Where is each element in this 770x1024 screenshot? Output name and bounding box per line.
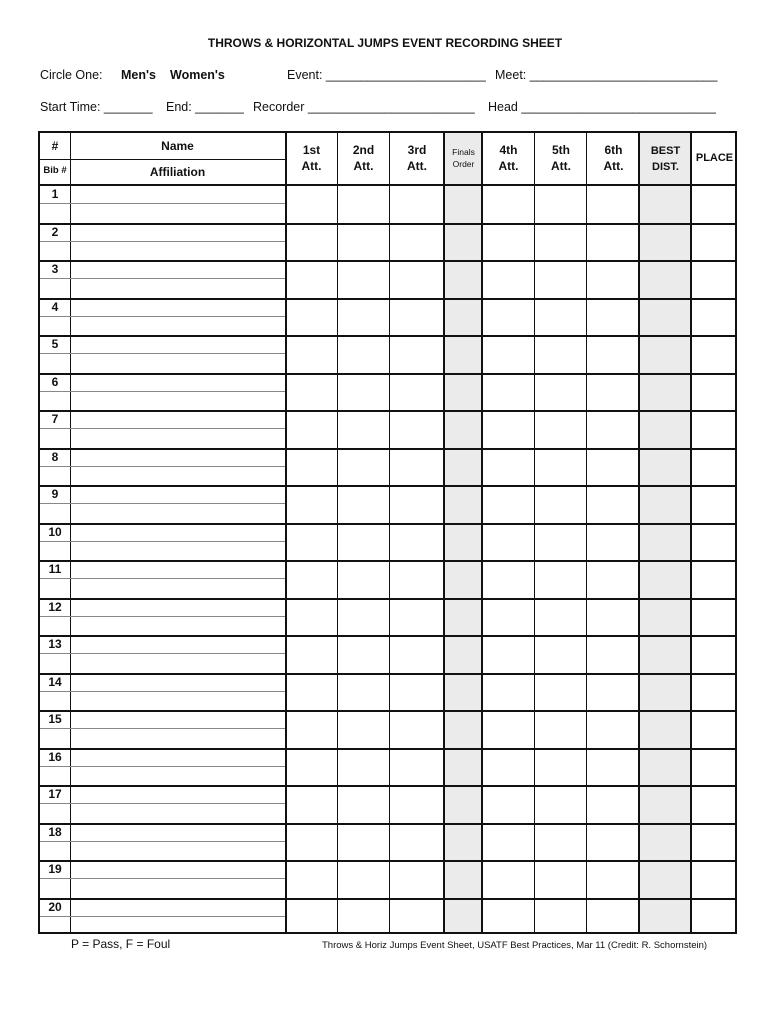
att2-header [338, 142, 389, 174]
row-divider [40, 448, 735, 450]
name-affiliation-divider [70, 278, 285, 279]
name-affiliation-divider [70, 428, 285, 429]
att5-header-line1: 5th [552, 143, 570, 157]
bib-divider [40, 503, 70, 504]
name-affiliation-divider [70, 241, 285, 242]
bib-divider [40, 916, 70, 917]
att3-header-line1: 3rd [407, 143, 427, 157]
head-field[interactable]: Head ____________________________ [488, 100, 717, 114]
bib-divider [40, 803, 70, 804]
recording-table [38, 131, 737, 934]
att4-header-line2: Att. [498, 159, 519, 173]
best-header-line1: BEST [650, 145, 681, 157]
column-divider [443, 133, 445, 932]
row-divider [40, 260, 735, 262]
column-divider [70, 133, 71, 932]
bib-divider [40, 541, 70, 542]
row-number: 19 [48, 862, 62, 876]
row-number: 16 [48, 749, 62, 764]
att6-header-line1: 6th [604, 143, 623, 157]
row-divider [40, 523, 735, 525]
name-affiliation-divider [70, 578, 285, 579]
bib-divider [40, 241, 70, 242]
row-divider [40, 635, 735, 637]
att1-header-line1: 1st [302, 143, 321, 157]
mens-option[interactable]: Men's [121, 68, 156, 82]
finals-header-line2: Order [452, 159, 475, 169]
best-dist-column-shade [640, 133, 691, 932]
name-affiliation-divider [70, 316, 285, 317]
name-affiliation-divider [70, 503, 285, 504]
header-bottom-line [40, 184, 735, 186]
name-affiliation-divider [70, 353, 285, 354]
row-divider [40, 373, 735, 375]
row-divider [40, 560, 735, 562]
name-affiliation-divider [70, 203, 285, 204]
row-number: 10 [48, 524, 62, 539]
bib-divider [40, 616, 70, 617]
bib-divider [40, 466, 70, 467]
row-number: 3 [51, 262, 59, 276]
sheet-title: THROWS & HORIZONTAL JUMPS EVENT RECORDING SHEET [207, 36, 563, 50]
column-divider [586, 133, 587, 932]
row-number: 15 [48, 712, 62, 726]
row-number: 11 [48, 562, 62, 576]
row-number: 2 [51, 224, 59, 239]
best-header-line2: DIST. [652, 161, 679, 173]
best-dist-header [640, 143, 691, 175]
column-divider [389, 133, 390, 932]
column-divider [534, 133, 535, 932]
column-divider [337, 133, 338, 932]
att4-header [483, 142, 534, 174]
row-divider [40, 598, 735, 600]
bib-divider [40, 578, 70, 579]
row-number: 20 [48, 899, 62, 914]
header-number-divider [40, 159, 70, 160]
column-divider [481, 133, 483, 932]
att4-header-line1: 4th [499, 143, 518, 157]
finals-header-line1: Finals [452, 147, 475, 157]
bib-divider [40, 766, 70, 767]
row-divider [40, 748, 735, 750]
row-number: 9 [51, 487, 59, 501]
name-affiliation-divider [70, 916, 285, 917]
att1-header [286, 142, 337, 174]
row-divider [40, 335, 735, 337]
row-divider [40, 485, 735, 487]
event-field[interactable]: Event: _______________________ [287, 68, 486, 82]
row-divider [40, 785, 735, 787]
name-affiliation-divider [70, 878, 285, 879]
bib-divider [40, 278, 70, 279]
header-name-divider [70, 159, 285, 160]
att5-header [535, 142, 587, 174]
name-affiliation-divider [70, 766, 285, 767]
row-number: 7 [51, 412, 59, 426]
column-divider [285, 133, 287, 932]
meet-field[interactable]: Meet: ___________________________ [495, 68, 718, 82]
bib-divider [40, 353, 70, 354]
row-number: 13 [48, 637, 62, 651]
row-divider [40, 673, 735, 675]
bib-divider [40, 691, 70, 692]
row-number: 18 [48, 824, 62, 839]
place-header: PLACE [695, 152, 734, 164]
row-number: 1 [51, 187, 59, 201]
row-divider [40, 710, 735, 712]
name-affiliation-divider [70, 616, 285, 617]
row-divider [40, 298, 735, 300]
legend-text: P = Pass, F = Foul [71, 937, 171, 951]
bib-divider [40, 428, 70, 429]
column-divider [690, 133, 692, 932]
name-affiliation-divider [70, 691, 285, 692]
column-divider [638, 133, 640, 932]
end-time-field[interactable]: End: _______ [166, 100, 244, 114]
credit-text: Throws & Horiz Jumps Event Sheet, USATF Best Practices, Mar 11 (Credit: R. Schornstein) [322, 940, 708, 951]
start-time-field[interactable]: Start Time: _______ [40, 100, 153, 114]
womens-option[interactable]: Women's [170, 68, 225, 82]
att3-header-line2: Att. [407, 159, 427, 173]
name-affiliation-divider [70, 803, 285, 804]
row-divider [40, 410, 735, 412]
row-divider [40, 898, 735, 900]
row-number: 4 [51, 299, 59, 314]
recorder-field[interactable]: Recorder ________________________ [253, 100, 475, 114]
bib-header: Bib # [43, 165, 67, 176]
name-affiliation-divider [70, 466, 285, 467]
bib-divider [40, 316, 70, 317]
att6-header-line2: Att. [603, 159, 624, 173]
bib-divider [40, 878, 70, 879]
row-divider [40, 860, 735, 862]
name-affiliation-divider [70, 653, 285, 654]
att2-header-line2: Att. [353, 159, 374, 173]
row-number: 17 [48, 787, 62, 801]
bib-divider [40, 728, 70, 729]
bib-divider [40, 203, 70, 204]
row-number: 8 [51, 449, 59, 464]
att5-header-line2: Att. [551, 159, 571, 173]
name-affiliation-divider [70, 391, 285, 392]
name-affiliation-divider [70, 541, 285, 542]
row-divider [40, 223, 735, 225]
name-affiliation-divider [70, 728, 285, 729]
row-number: 5 [51, 337, 59, 351]
affiliation-header: Affiliation [149, 165, 206, 179]
att1-header-line2: Att. [301, 159, 322, 173]
row-number: 12 [48, 599, 62, 614]
att3-header [390, 142, 444, 174]
bib-divider [40, 391, 70, 392]
circle-one-label: Circle One: [40, 68, 103, 82]
number-header: # [51, 139, 59, 153]
finals-order-header [445, 146, 482, 170]
name-header: Name [161, 139, 194, 153]
finals-order-column-shade [445, 133, 482, 932]
att6-header [588, 142, 639, 174]
bib-divider [40, 653, 70, 654]
row-number: 14 [48, 674, 62, 689]
row-number: 6 [51, 374, 59, 389]
name-affiliation-divider [70, 841, 285, 842]
att2-header-line1: 2nd [352, 143, 375, 157]
bib-divider [40, 841, 70, 842]
row-divider [40, 823, 735, 825]
